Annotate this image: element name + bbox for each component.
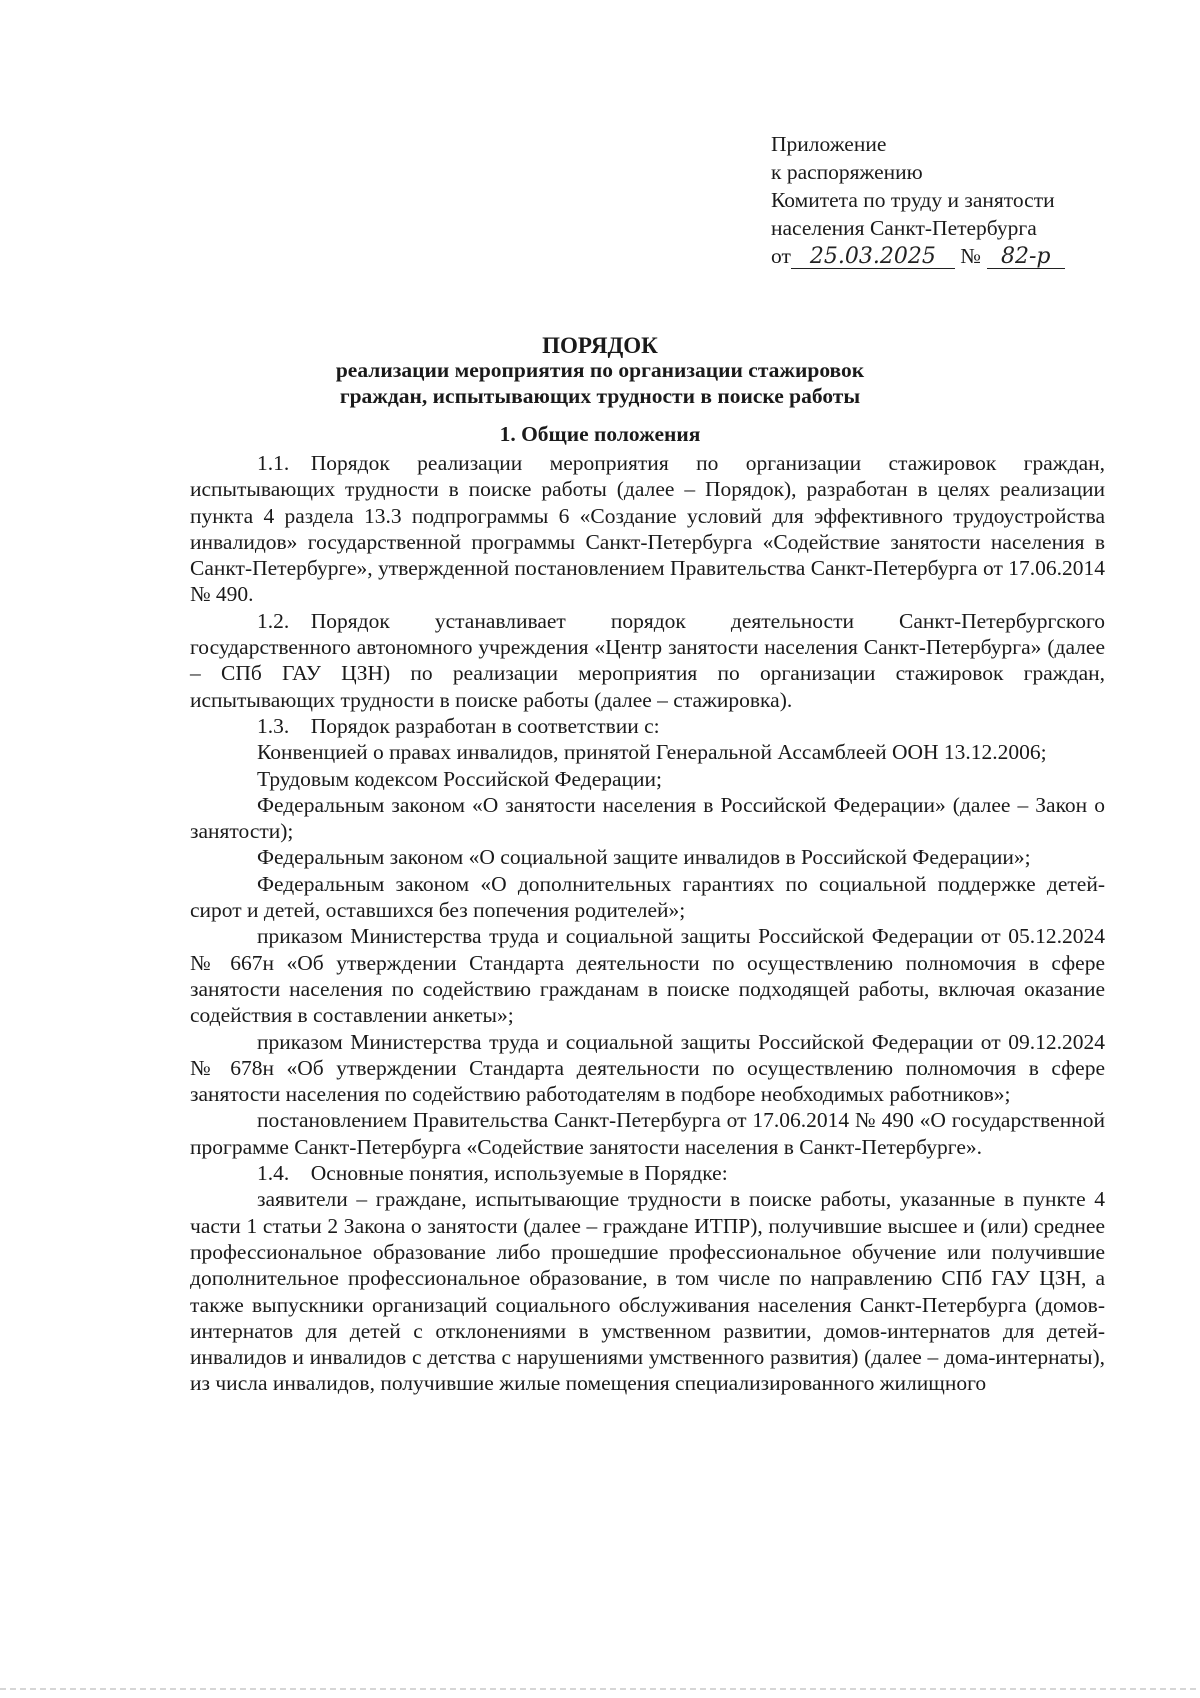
list-item-convention: Конвенцией о правах инвалидов, принятой Генеральной Ассамблеей ООН 13.12.2006; [257,740,1047,765]
paragraph-1-2: 1.2. Порядок устанавливает порядок деятельности Санкт-Петербургского государственного автономного учреждения «Центр занятости населения Санкт-Петербурга» (далее – СПб ГАУ ЦЗН) по реализации мероприятия по организации стажировок граждан, испытывающих трудности в поиске работы (далее – стажировка). [190,608,1105,712]
date-handwritten: 25.03.2025 [791,246,955,269]
scan-edge-line [0,1688,1200,1690]
list-item-labor-code: Трудовым кодексом Российской Федерации; [257,766,663,791]
document-title: ПОРЯДОК [542,333,658,358]
appendix-header [771,130,1065,270]
definition-applicants: заявители – граждане, испытывающие трудности в поиске работы, указанные в пункте 4 части 1 статьи 2 Закона о занятости (далее – граждане ИТПР), получившие высшее и (или) среднее профессиональное образование либо прошедшие профессиональное обучение или получившие дополнительное профессиональное образование, в том числе по направлению СПб ГАУ ЦЗН, а также выпускники организаций социального обслуживания населения Санкт-Петербурга (домов-интернатов для детей с отклонениями в умственном развитии, домов-интернатов для детей-инвалидов и инвалидов с детства с нарушениями умственного развития) (далее – дома-интернаты), из числа инвалидов, получившие жилые помещения специализированного жилищного [190,1187,1105,1396]
header-date-number-line [771,242,1065,270]
list-item-order-667n: приказом Министерства труда и социальной защиты Российской Федерации от 05.12.2024 № 667н «Об утверждении Стандарта деятельности по осуществлению полномочия в сфере занятости населения по содействию гражданам в поиске подходящей работы, включая оказание содействия в составлении анкеты»; [190,924,1105,1028]
header-line-3: Комитета по труду и занятости [771,188,1055,212]
section-heading-1: 1. Общие положения [499,422,701,446]
document-subtitle-2: граждан, испытывающих трудности в поиске работы [339,384,861,408]
list-item-disability-law: Федеральным законом «О социальной защите инвалидов в Российской Федерации»; [257,845,1031,870]
paragraph-1-4: 1.4. Основные понятия, используемые в Порядке: [257,1161,728,1186]
header-line-4: населения Санкт-Петербурга [771,216,1037,240]
date-prefix: от [771,244,791,268]
header-line-1: Приложение [771,132,887,156]
list-item-orphans-law: Федеральным законом «О дополнительных гарантиях по социальной поддержке детей-сирот и детей, оставшихся без попечения родителей»; [190,871,1105,923]
document-body [190,450,1105,1397]
document-subtitle-1: реализации мероприятия по организации стажировок [335,358,865,382]
list-item-resolution-490: постановлением Правительства Санкт-Петербурга от 17.06.2014 № 490 «О государственной программе Санкт-Петербурга «Содействие занятости населения в Санкт-Петербурге». [190,1108,1105,1159]
paragraph-1-1: 1.1. Порядок реализации мероприятия по организации стажировок граждан, испытывающих трудности в поиске работы (далее – Порядок), разработан в целях реализации пункта 4 раздела 13.3 подпрограммы 6 «Создание условий для эффективного трудоустройства инвалидов» государственной программы Санкт-Петербурга «Содействие занятости населения в Санкт-Петербурге», утвержденной постановлением Правительства Санкт-Петербурга от 17.06.2014 № 490. [190,451,1105,607]
paragraph-1-3: 1.3. Порядок разработан в соответствии с: [257,713,660,738]
header-line-2: к распоряжению [771,160,923,184]
number-prefix: № [960,244,981,268]
list-item-order-678n: приказом Министерства труда и социальной защиты Российской Федерации от 09.12.2024 № 678н «Об утверждении Стандарта деятельности по осуществлению полномочия в сфере занятости населения по содействию работодателям в подборе необходимых работников»; [190,1029,1105,1107]
number-handwritten: 82-р [987,246,1065,269]
list-item-employment-law: Федеральным законом «О занятости населения в Российской Федерации» (далее – Закон о занятости); [190,792,1105,844]
